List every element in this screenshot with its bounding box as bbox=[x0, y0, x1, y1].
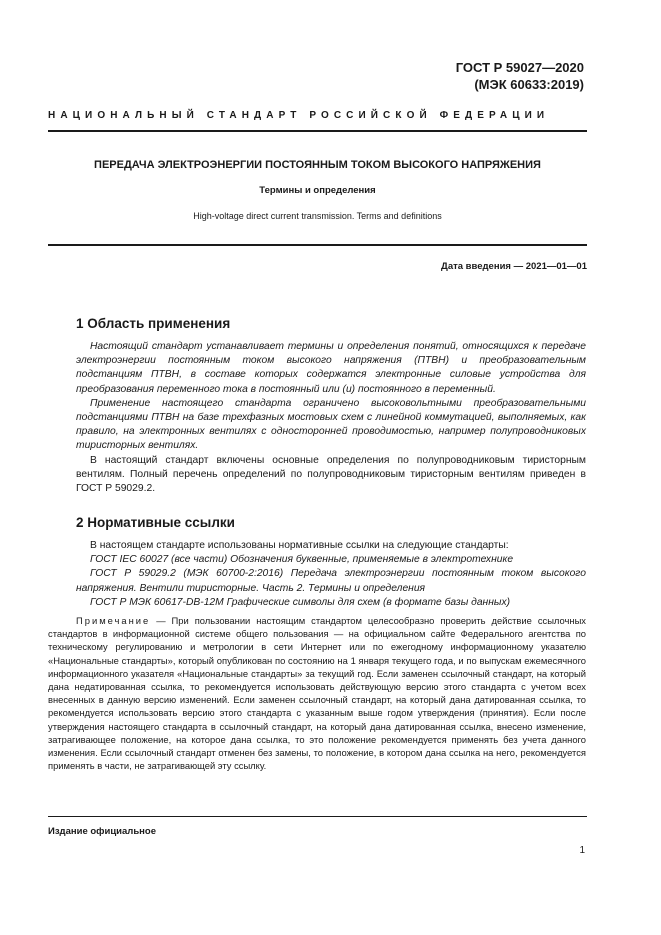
section-1-heading: 1 Область применения bbox=[76, 316, 231, 331]
introduction-date: Дата введения — 2021—01—01 bbox=[441, 261, 587, 272]
note-text: — При пользовании настоящим стандартом целесообразно проверить действие ссылочных стандартов в информационной системе общего пользования — на официальном сайте Федерального агентства по техническому регулированию и метрологии в сети Интернет или по ежегодному информационному указателю «Национальные стандарты», который опубликован по состоянию на 1 января текущего года, и по выпускам ежемесячного информационного указателя «Национальные стандарты» за текущий год. Если заменен ссылочный стандарт, на который дана недатированная ссылка, то рекомендуется использовать действующую версию этого стандарта с учетом всех внесенных в данную версию изменений. Если заменен ссылочный стандарт, на который дана датированная ссылка, то рекомендуется использовать версию этого стандарта с указанным выше годом утверждения (принятия). Если после утверждения настоящего стандарта в ссылочный стандарт, на который дана датированная ссылка, внесено изменение, затрагивающее положение, на которое дана ссылка, то это положение рекомендуется применять без учета данного изменения. Если ссылочный стандарт отменен без замены, то положение, в котором дана ссылка на него, рекомендуется применять в части, не затрагивающей эту ссылку. bbox=[48, 615, 586, 772]
national-standard-banner: НАЦИОНАЛЬНЫЙ СТАНДАРТ РОССИЙСКОЙ ФЕДЕРАЦИИ bbox=[48, 110, 550, 121]
section-1-body bbox=[76, 340, 586, 496]
note-block bbox=[48, 614, 586, 772]
section-1-paragraph-1: Настоящий стандарт устанавливает термины и определения понятий, относящихся к передаче электроэнергии постоянным током высокого напряжения (ПТВН) и преобразовательным подстанциям ПТВН, в составе которых содержатся электронные силовые устройства для преобразования переменного тока в постоянный или (и) постоянного в переменный. bbox=[76, 341, 586, 395]
footer-divider bbox=[48, 816, 587, 817]
page-number: 1 bbox=[579, 845, 585, 856]
official-edition-label: Издание официальное bbox=[48, 826, 156, 837]
standard-number: ГОСТ Р 59027—2020 bbox=[455, 60, 584, 75]
title-divider bbox=[48, 244, 587, 246]
reference-item: ГОСТ Р 59029.2 (МЭК 60700-2:2016) Передача электроэнергии постоянным током высокого напряжения. Вентили тиристорные. Часть 2. Термины и определения bbox=[76, 568, 586, 594]
section-2-body bbox=[76, 539, 586, 610]
section-1-paragraph-2: Применение настоящего стандарта ограничено высоковольтными преобразовательными подстанциями ПТВН на базе трехфазных мостовых схем с линейной коммутацией, выполняемых, как правило, на электронных вентилях с односторонней проводимостью, например полупроводниковых тиристорных вентилях. bbox=[76, 397, 586, 452]
section-2-heading: 2 Нормативные ссылки bbox=[76, 515, 235, 530]
iec-number: (МЭК 60633:2019) bbox=[474, 77, 584, 92]
document-subtitle: Термины и определения bbox=[259, 185, 376, 196]
references-intro: В настоящем стандарте использованы нормативные ссылки на следующие стандарты: bbox=[90, 540, 509, 551]
header-divider bbox=[48, 130, 587, 132]
reference-item: ГОСТ IEC 60027 (все части) Обозначения буквенные, применяемые в электротехнике bbox=[90, 554, 514, 566]
english-title: High-voltage direct current transmission. Terms and definitions bbox=[193, 211, 442, 221]
reference-item: ГОСТ Р МЭК 60617-DB-12M Графические символы для схем (в формате базы данных) bbox=[90, 596, 511, 608]
section-1-paragraph-3: В настоящий стандарт включены основные определения по полупроводниковым тиристорным вентилям. Полный перечень определений по полупроводниковым тиристорным вентилям приведен в ГОСТ Р 59029.2. bbox=[76, 454, 586, 495]
note-label: Примечание bbox=[76, 615, 151, 626]
document-title: ПЕРЕДАЧА ЭЛЕКТРОЭНЕРГИИ ПОСТОЯННЫМ ТОКОМ ВЫСОКОГО НАПРЯЖЕНИЯ bbox=[94, 159, 541, 171]
